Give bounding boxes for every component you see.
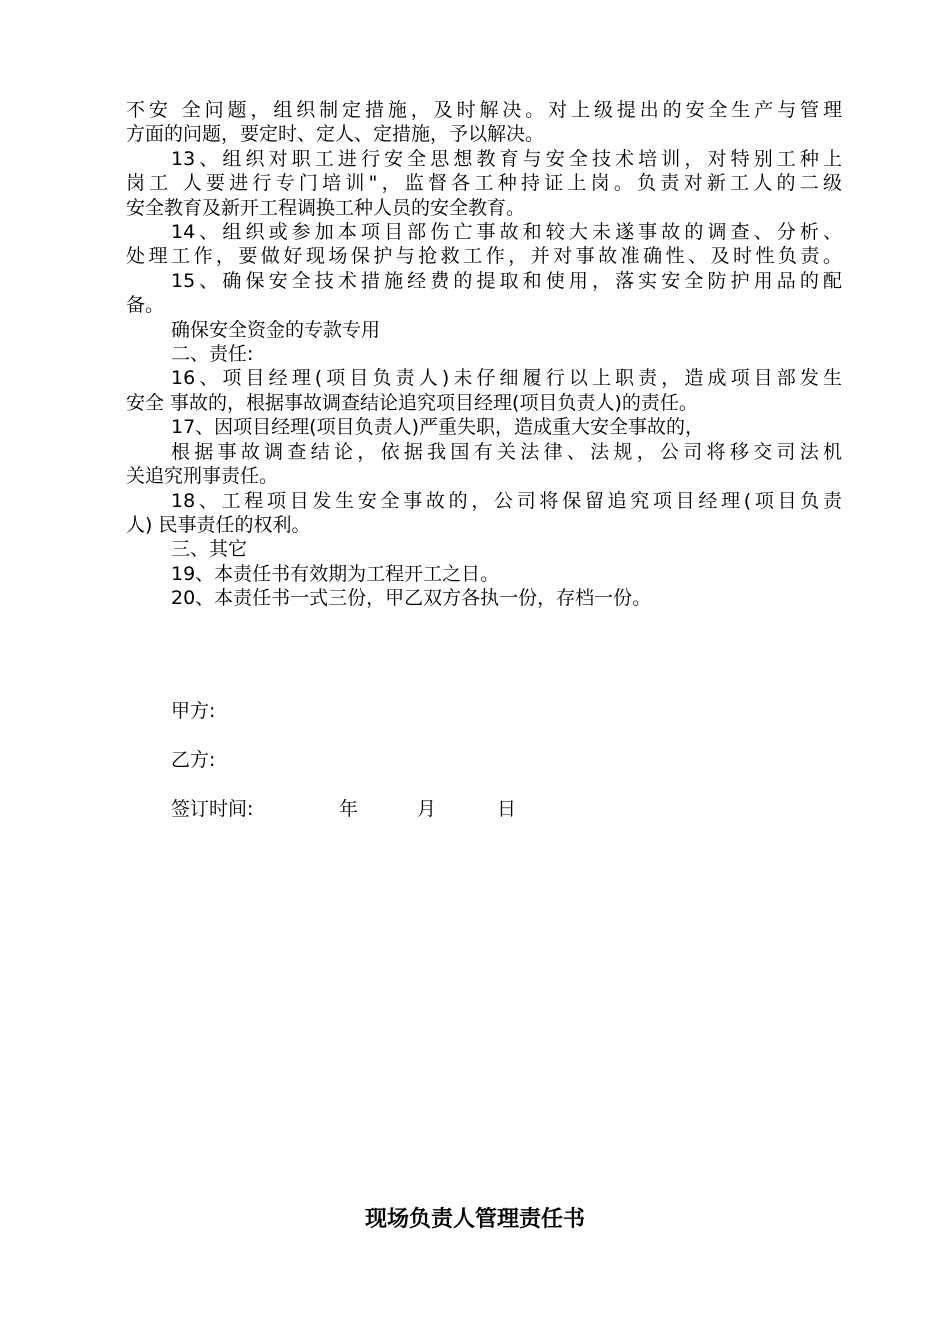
next-section-title: 现场负责人管理责任书 [364, 1207, 585, 1232]
document-line: 确保安全资金的专款专用 [171, 318, 381, 341]
document-line: 处理工作，要做好现场保护与抢救工作，并对事故准确性、及时性负责。 [126, 245, 842, 268]
document-line: 18、工程项目发生安全事故的，公司将保留追究项目经理(项目负责 [171, 489, 842, 512]
document-line: 20、本责任书一式三份，甲乙双方各执一份，存档一份。 [171, 587, 652, 610]
document-body [126, 98, 842, 611]
document-line: 根据事故调查结论，依据我国有关法律、法规，公司将移交司法机 [171, 440, 842, 463]
document-line: 16、项目经理(项目负责人)未仔细履行以上职责，造成项目部发生 [171, 367, 842, 390]
document-line: 备。 [126, 294, 165, 317]
document-line: 15、确保安全技术措施经费的提取和使用，落实安全防护用品的配 [171, 269, 842, 292]
document-line: 二、责任: [171, 343, 254, 366]
document-line: 人) 民事责任的权利。 [126, 513, 311, 536]
document-line: 三、其它 [171, 538, 248, 561]
document-line: 安全 事故的，根据事故调查结论追究项目经理(项目负责人)的责任。 [126, 391, 698, 414]
document-line: 13、组织对职工进行安全思想教育与安全技术培训，对特别工种上 [171, 147, 842, 170]
document-line: 17、因项目经理(项目负责人)严重失职，造成重大安全事故的， [171, 416, 705, 439]
document-line: 方面的问题，要定时、定人、定措施，予以解决。 [126, 123, 545, 146]
signing-date-label: 签订时间: [171, 798, 254, 820]
signature-block [171, 697, 771, 823]
document-line: 14、组织或参加本项目部伤亡事故和较大未遂事故的调查、分析、 [171, 221, 842, 244]
document-line: 不安 全问题，组织制定措施，及时解决。对上级提出的安全生产与管理 [126, 99, 842, 121]
document-line: 关追究刑事责任。 [126, 465, 279, 488]
document-line: 岗工 人要进行专门培训"，监督各工种持证上岗。负责对新工人的二级 [126, 172, 842, 195]
party-b-label: 乙方: [171, 749, 216, 771]
document-line: 19、本责任书有效期为工程开工之日。 [171, 562, 500, 585]
signing-date-day: 日 [497, 798, 517, 820]
document-line: 安全教育及新开工程调换工种人员的安全教育。 [126, 196, 526, 219]
signing-date-year: 年 [339, 798, 359, 820]
signing-date-row [171, 795, 771, 823]
party-a-label: 甲方: [171, 700, 216, 722]
signing-date-month: 月 [417, 798, 437, 820]
